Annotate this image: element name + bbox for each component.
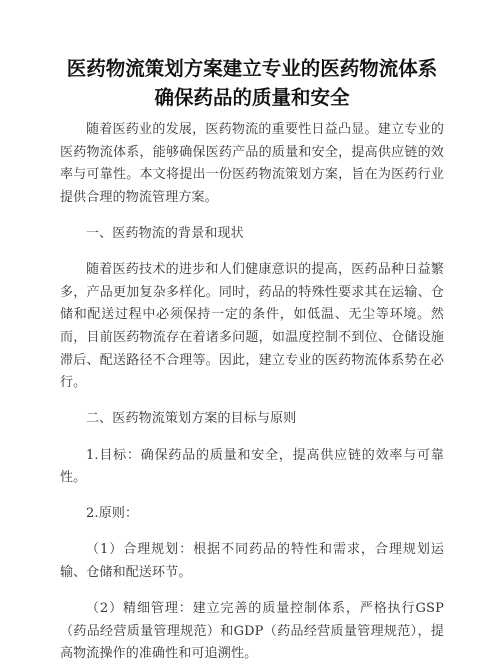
document-title: [60, 54, 444, 112]
section-heading-goals: 二、医药物流策划方案的目标与原则: [86, 411, 297, 427]
title-line-1: 医药物流策划方案建立专业的医药物流体系: [66, 57, 438, 80]
principles-label: 2.原则：: [86, 506, 139, 522]
intro-paragraph: 随着医药业的发展，医药物流的重要性日益凸显。建立专业的医药物流体系，能够确保医药产品的质量和安全，提高供应链的效率与可靠性。本文将提出一份医药物流策划方案，旨在为医药行业提供合理的物流管理方案。: [60, 122, 444, 205]
background-paragraph: 随着医药技术的进步和人们健康意识的提高，医药品种日益繁多，产品更加复杂多样化。同时，药品的特殊性要求其在运输、仓储和配送过程中必须保持一定的条件，如低温、无尘等环境。然而，目前医药物流存在着诸多问题，如温度控制不到位、仓储设施滞后、配送路径不合理等。因此，建立专业的医药物流体系势在必行。: [60, 262, 444, 391]
goal-paragraph: 1.目标：确保药品的质量和安全，提高供应链的效率与可靠性。: [60, 447, 444, 486]
title-line-2: 确保药品的质量和安全: [154, 86, 350, 109]
principle-2-paragraph: （2）精细管理：建立完善的质量控制体系，严格执行GSP（药品经营质量管理规范）和GDP（药品经营质量管理规范），提高物流操作的准确性和可追溯性。: [60, 601, 444, 662]
section-heading-background: 一、医药物流的背景和现状: [86, 225, 244, 241]
principle-1-paragraph: （1）合理规划：根据不同药品的特性和需求，合理规划运输、仓储和配送环节。: [60, 542, 444, 581]
